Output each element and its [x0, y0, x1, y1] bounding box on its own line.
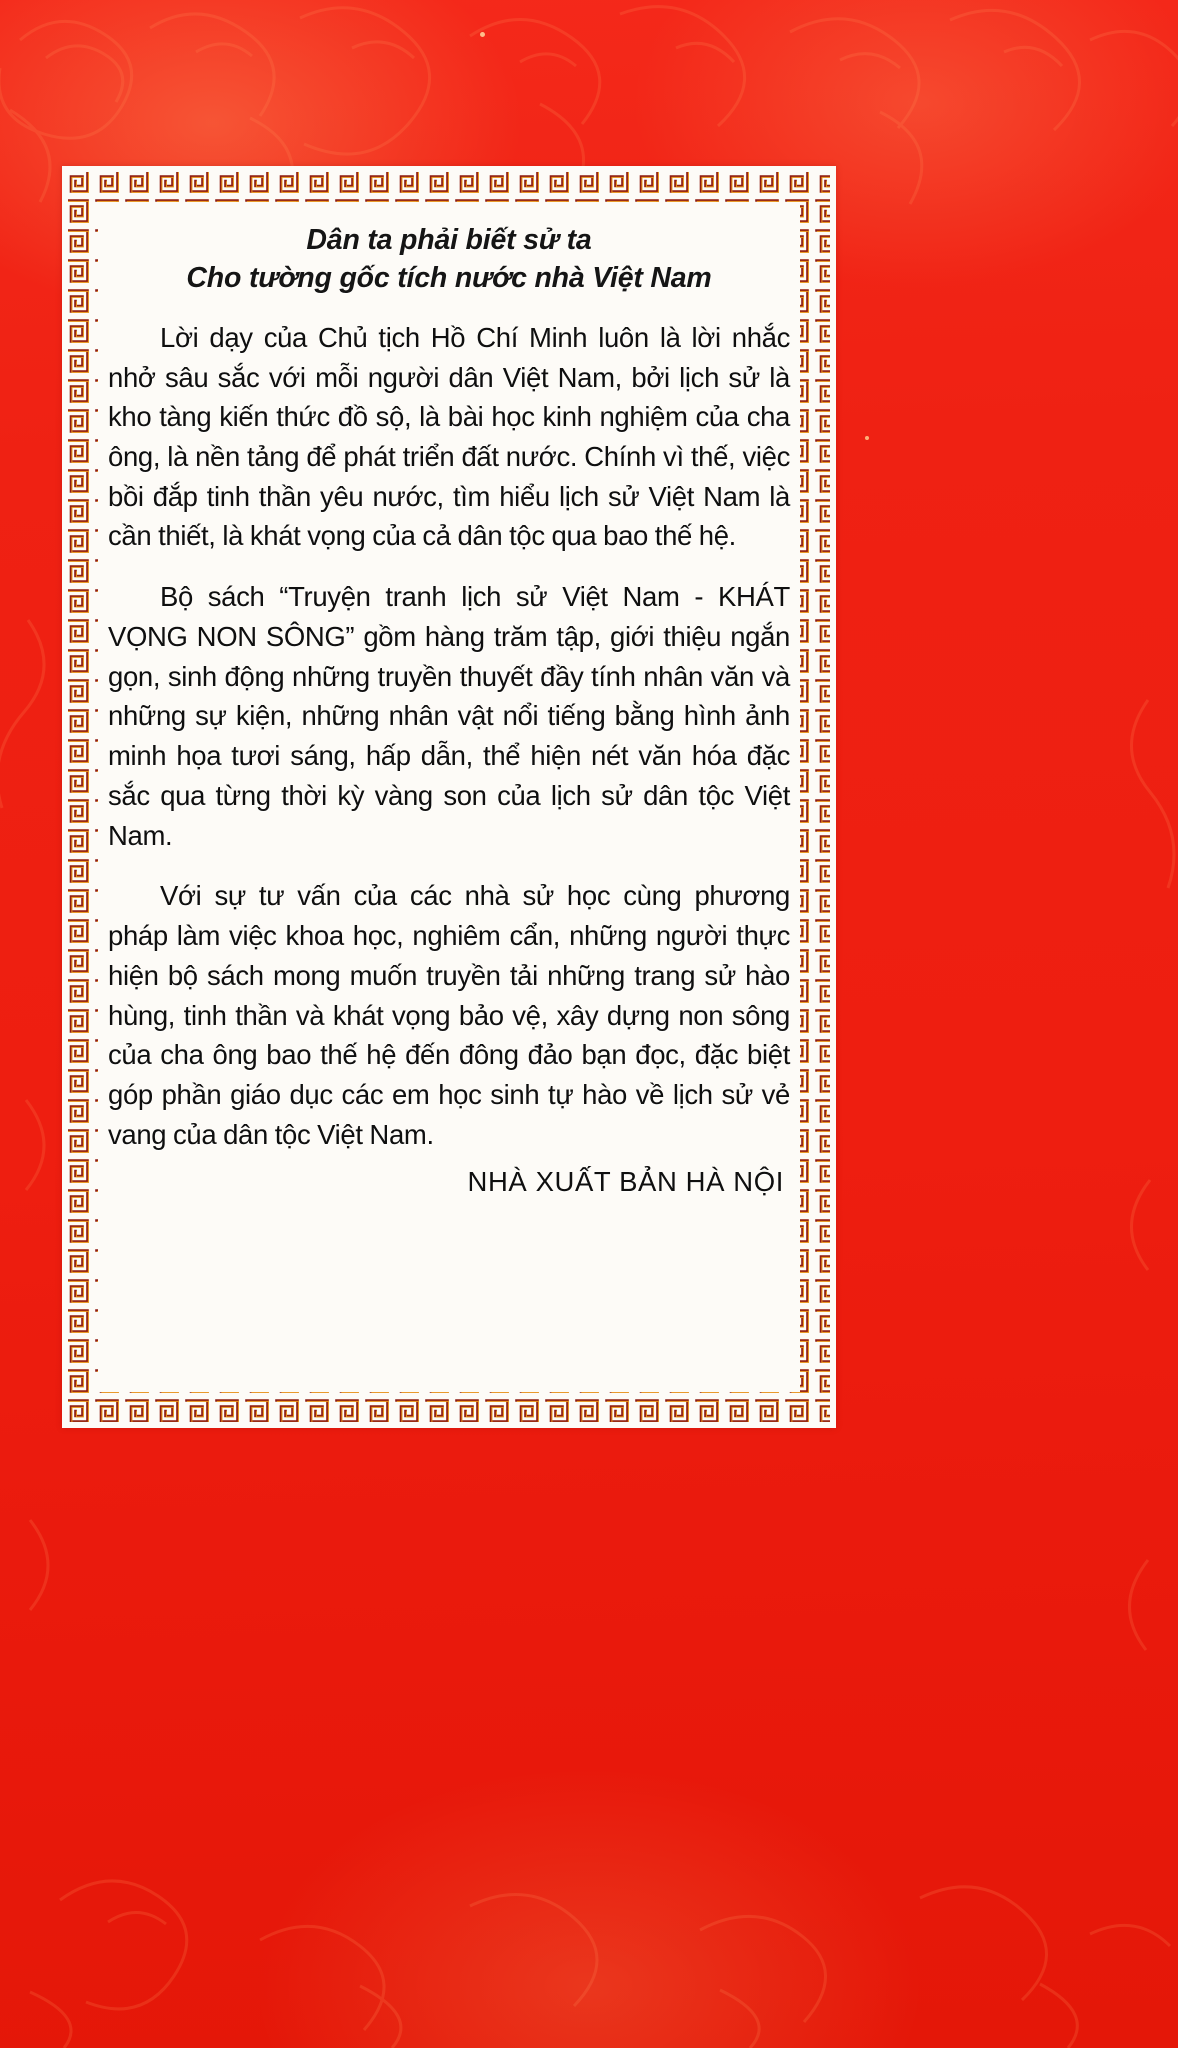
- print-speck: [480, 32, 485, 37]
- paragraph-2: Bộ sách “Truyện tranh lịch sử Việt Nam - KHÁT VỌNG NON SÔNG” gồm hàng trăm tập, giới thiệu ngắn gọn, sinh động những truyền thuyết đầy tính nhân văn và những sự kiện, những nhân vật nổi tiếng bằng hình ảnh minh họa tươi sáng, hấp dẫn, thể hiện nét văn hóa đặc sắc qua từng thời kỳ vàng son của lịch sử dân tộc Việt Nam.: [108, 581, 790, 851]
- paragraph-3: Với sự tư vấn của các nhà sử học cùng phương pháp làm việc khoa học, nghiêm cẩn, những người thực hiện bộ sách mong muốn truyền tải những trang sử hào hùng, tinh thần và khát vọng bảo vệ, xây dựng non sông của cha ông bao thế hệ đến đông đảo bạn đọc, đặc biệt góp phần giáo dục các em học sinh tự hào về lịch sử vẻ vang của dân tộc Việt Nam.: [108, 880, 790, 1150]
- content-panel: [62, 166, 836, 1428]
- publisher-name: NHÀ XUẤT BẢN HÀ NỘI: [467, 1166, 784, 1198]
- print-speck: [865, 436, 869, 440]
- panel-content: [108, 206, 790, 1388]
- title-line-2: Cho tường gốc tích nước nhà Việt Nam: [186, 261, 712, 294]
- page-title: [108, 222, 790, 298]
- title-line-1: Dân ta phải biết sử ta: [306, 224, 592, 256]
- body-copy: [108, 318, 790, 1200]
- paragraph-1: Lời dạy của Chủ tịch Hồ Chí Minh luôn là lời nhắc nhở sâu sắc với mỗi người dân Việt Nam, bởi lịch sử là kho tàng kiến thức đồ sộ, là bài học kinh nghiệm của cha ông, là nền tảng để phát triển đất nước. Chính vì thế, việc bồi đắp tinh thần yêu nước, tìm hiểu lịch sử Việt Nam là cần thiết, là khát vọng của cả dân tộc qua bao thế hệ.: [108, 321, 790, 552]
